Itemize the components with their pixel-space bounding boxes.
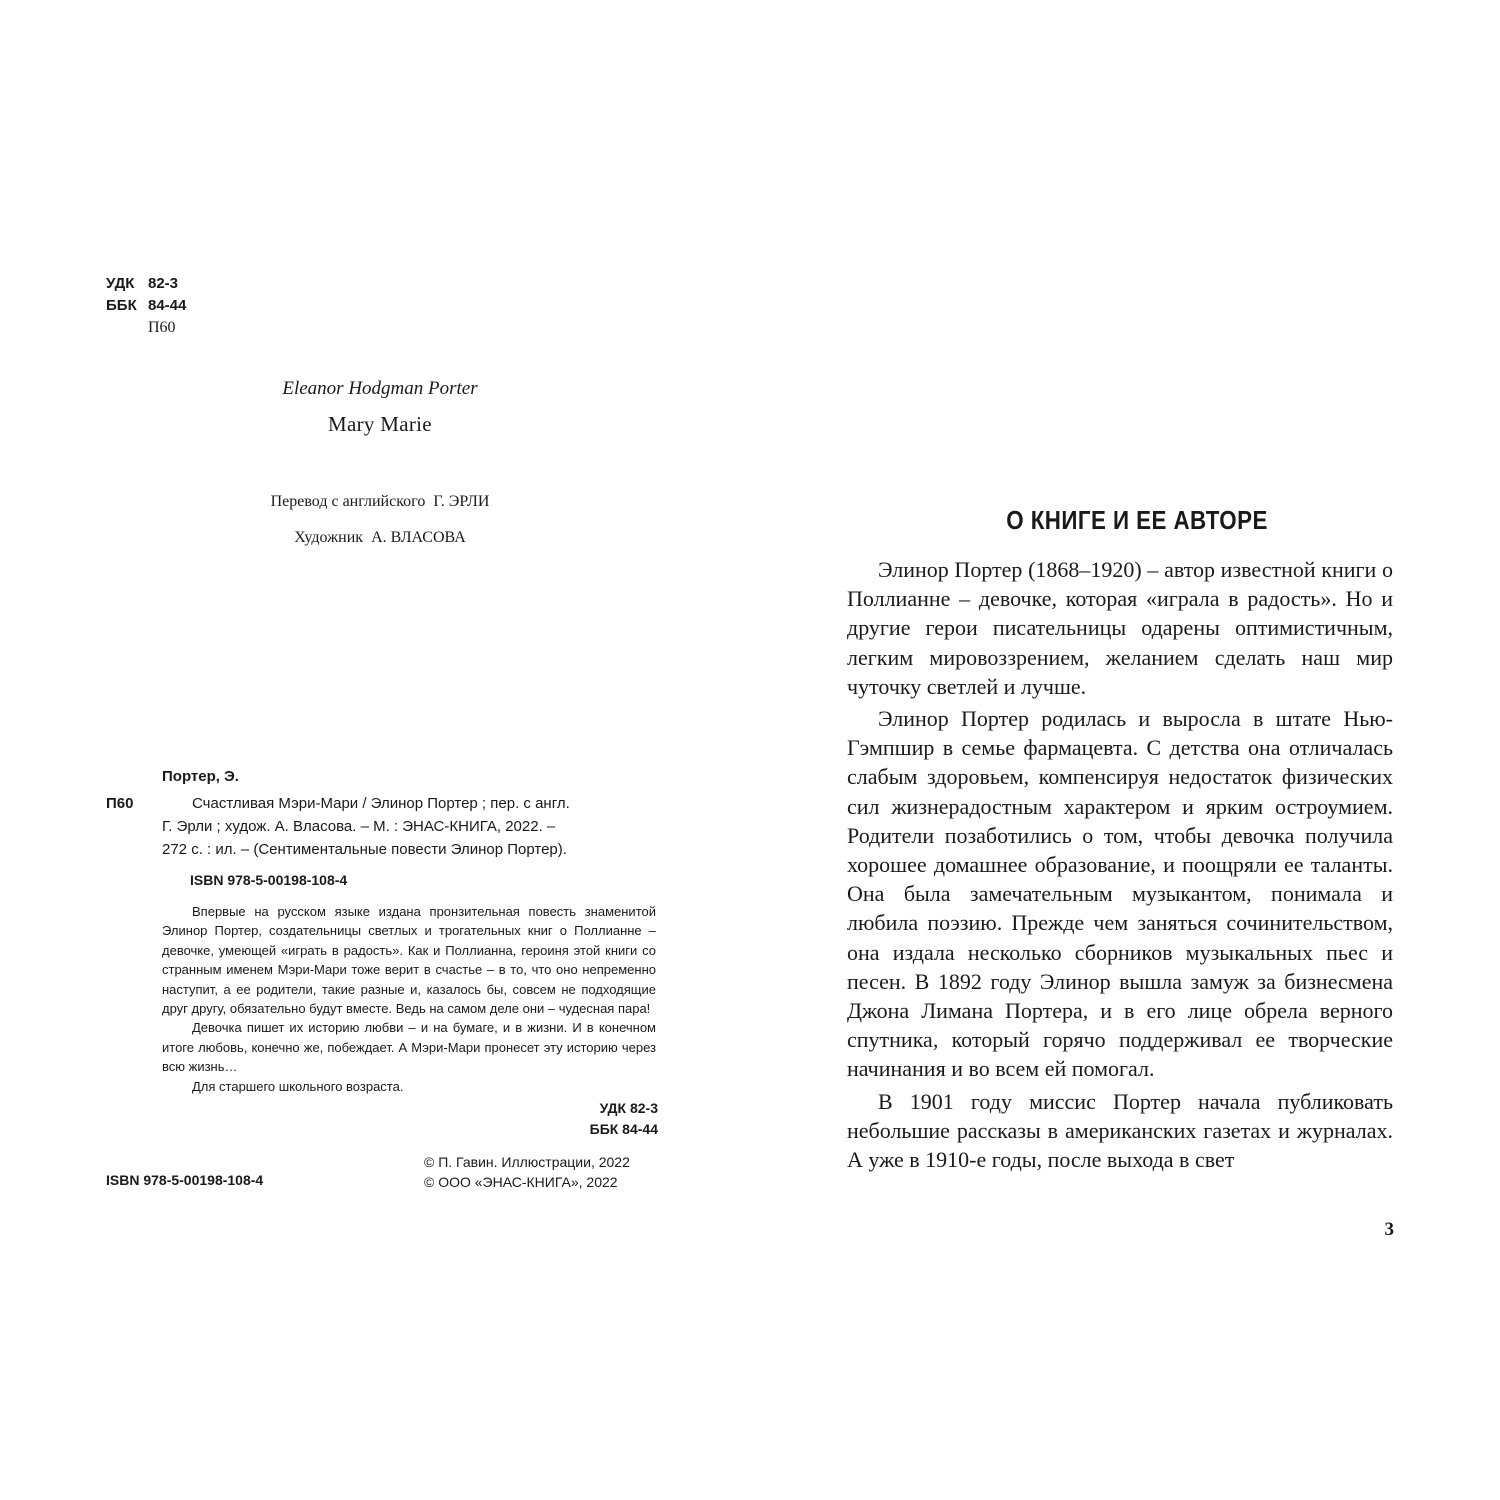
biblio-author-heading: Портер, Э.: [162, 768, 239, 785]
copyright-line: © ООО «ЭНАС-КНИГА», 2022: [424, 1174, 618, 1190]
annotation: [162, 902, 656, 1096]
annotation-codes: [106, 1098, 658, 1140]
foreword-paragraph: Элинор Портер родилась и выросла в штате Нью-Гэмпшир в семье фармацевта. С детства она отличалась слабым здоровьем, компенсируя недостаток физических сил жизнерадостным характером и ярким остроумием. Родители позаботились о том, чтобы девочка получила хорошее домашнее образование, и поощряли ее таланты. Она была замечательным музыкантом, понимала и любила поэзию. Прежде чем заняться сочинительством, она издала несколько сборников музыкальных пьес и песен. В 1892 году Элинор вышла замуж за бизнесмена Джона Лимана Портера, и в его лице обрела верного спутника, который горячо поддерживал ее творческие начинания и во всем ей помогал.: [847, 706, 1393, 1082]
original-author: Eleanor Hodgman Porter: [282, 378, 478, 399]
biblio-cutter: П60: [106, 795, 134, 812]
translation-label: Перевод с английского: [270, 493, 426, 510]
chapter-heading: О КНИГЕ И ЕЕ АВТОРЕ: [1006, 505, 1268, 535]
original-title: Mary Marie: [328, 412, 432, 436]
bbk-value: 84-44: [148, 297, 187, 314]
bibliographic-record: [106, 766, 666, 1140]
author-mark: П60: [148, 319, 176, 336]
page-number: 3: [1384, 1219, 1394, 1240]
foreword-paragraph: Элинор Портер (1868–1920) – автор известной книги о Поллианне – девочке, которая «играла в радость». Но и другие герои писательницы одарены оптимистичным, легким мировоззрением, желанием сделать наш мир чуточку светлей и лучше.: [847, 557, 1393, 699]
udk-label: УДК: [106, 275, 135, 292]
annotation-udk: УДК 82-3: [599, 1100, 658, 1117]
copyright-line: © П. Гавин. Иллюстрации, 2022: [424, 1154, 630, 1170]
biblio-description-line: Г. Эрли ; худож. А. Власова. – М. : ЭНАС-КНИГА, 2022. –: [162, 818, 556, 835]
biblio-entry: [106, 792, 666, 861]
udk-value: 82-3: [148, 275, 179, 292]
annotation-paragraph: Впервые на русском языке издана пронзительная повесть знаменитой Элинор Портер, создательницы светлых и трогательных книг о Поллианне – девочке, умеющей «играть в радость». Как и Поллианна, героиня этой книги со странным именем Мэри-Мари тоже верит в счастье – в то, что оно непременно наступит, а ее родители, такие разные и, казалось бы, совсем не подходящие друг другу, обязательно будут вместе. Ведь на самом деле они – чудесная пара!: [162, 904, 656, 1017]
foreword-paragraph: В 1901 году миссис Портер начала публиковать небольшие рассказы в американских газетах и журналах. А уже в 1910-е годы, после выхода в свет: [847, 1088, 1393, 1173]
translation-credit: [0, 491, 760, 513]
illustrator-label: Художник: [294, 529, 364, 546]
biblio-description-line: 272 с. : ил. – (Сентиментальные повести Элинор Портер).: [162, 841, 567, 858]
classification-codes: [106, 273, 186, 339]
biblio-description: [162, 792, 656, 861]
bbk-label: ББК: [106, 297, 137, 314]
annotation-paragraph: Для старшего школьного возраста.: [192, 1078, 404, 1094]
udk-row: [106, 273, 186, 295]
foreword-page: [750, 0, 1500, 1500]
foreword-text: [847, 555, 1393, 1174]
copyright-notices: [424, 1152, 630, 1192]
illustrator-name: А. ВЛАСОВА: [371, 529, 466, 546]
translator-name: Г. ЭРЛИ: [433, 493, 490, 510]
biblio-description-line: Счастливая Мэри-Мари / Элинор Портер ; пер. с англ.: [192, 795, 570, 812]
annotation-paragraph: Девочка пишет их историю любви – и на бумаге, и в жизни. И в конечном итоге любовь, конечно же, побеждает. А Мэри-Мари пронесет эту историю через всю жизнь…: [162, 1020, 656, 1075]
bbk-row: [106, 295, 186, 317]
credits: [0, 491, 760, 549]
biblio-isbn: ISBN 978-5-00198-108-4: [190, 872, 348, 888]
isbn-bottom: ISBN 978-5-00198-108-4: [106, 1172, 264, 1188]
illustrator-credit: [0, 527, 760, 549]
original-edition: [0, 376, 760, 440]
annotation-bbk: ББК 84-44: [589, 1121, 658, 1138]
